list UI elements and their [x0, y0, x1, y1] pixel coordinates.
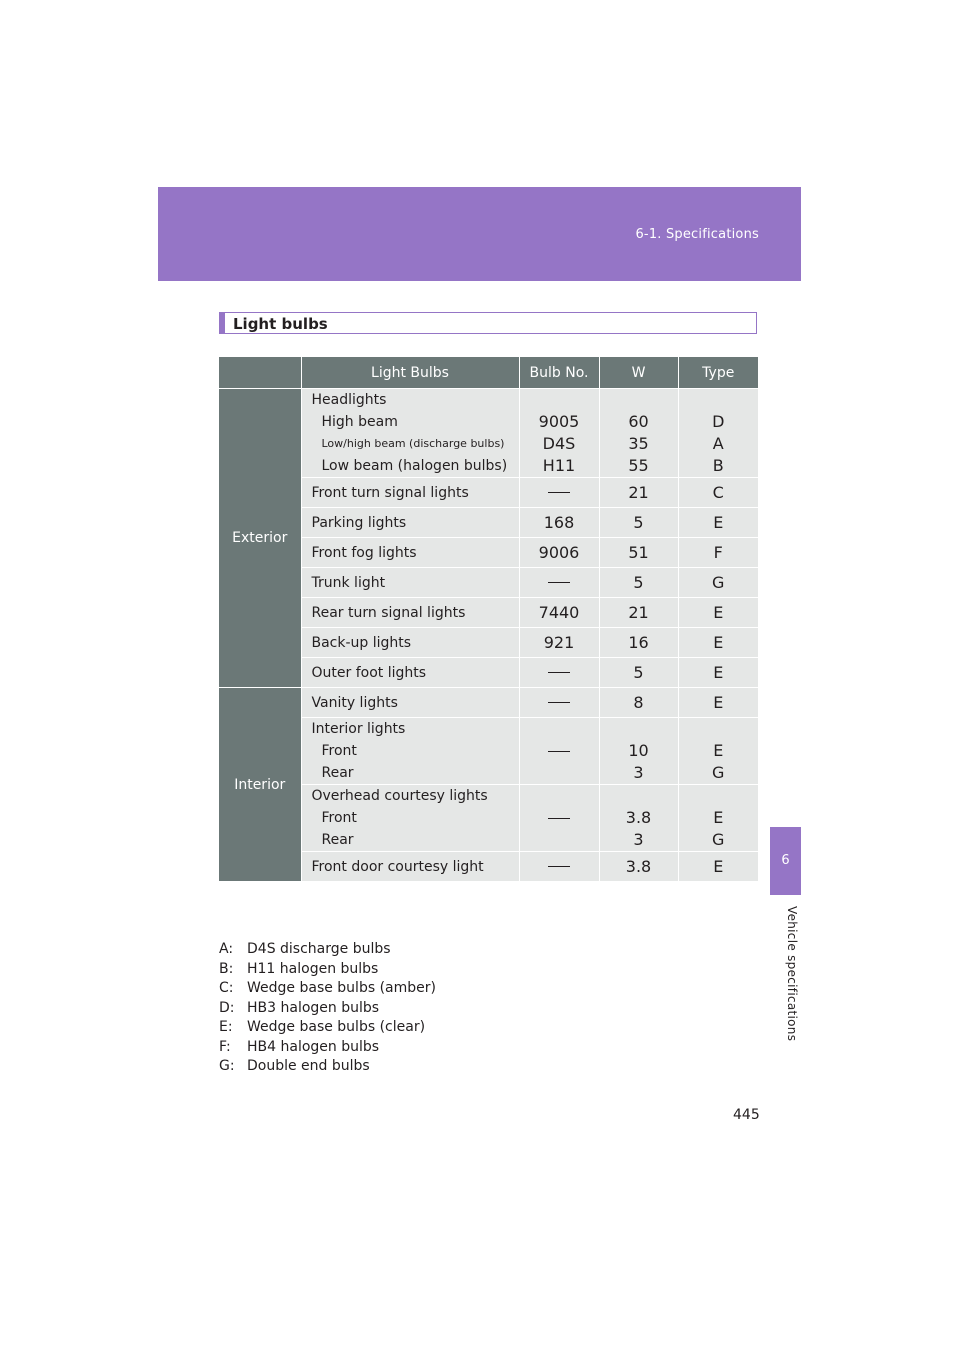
watt-value: 5: [599, 508, 678, 538]
type-value: D: [712, 412, 725, 431]
legend-text: Wedge base bulbs (amber): [247, 980, 436, 996]
overhead-label: Overhead courtesy lights: [311, 788, 488, 804]
legend-key: E:: [219, 1019, 233, 1035]
dash-placeholder: [548, 702, 570, 703]
watt-value: 8: [599, 688, 678, 718]
watt-value: 51: [599, 538, 678, 568]
bulb-type-legend: [219, 940, 436, 1077]
table-row-headlights: [219, 389, 758, 478]
legend-text: D4S discharge bulbs: [247, 941, 391, 957]
bulb-value: H11: [542, 456, 576, 475]
watt-value: 3: [633, 763, 644, 782]
dash-placeholder: [548, 672, 570, 673]
type-value: A: [712, 434, 724, 453]
table-row: [219, 688, 758, 718]
watt-value: 10: [628, 741, 649, 760]
legend-text: HB4 halogen bulbs: [247, 1038, 380, 1055]
type-value: C: [678, 478, 758, 508]
light-bulbs-table: [219, 357, 758, 882]
bulb-value: [519, 688, 599, 718]
header-type: Type: [678, 357, 758, 389]
dash-placeholder: [548, 818, 570, 819]
legend-item: [219, 1038, 436, 1058]
headlights-label: Headlights: [311, 392, 387, 408]
type-value: E: [678, 628, 758, 658]
legend-item: [219, 999, 436, 1019]
bulb-value: [519, 718, 599, 785]
header-bulb-no: Bulb No.: [519, 357, 599, 389]
legend-item: [219, 940, 436, 960]
row-label: Trunk light: [301, 568, 519, 598]
row-label: Front fog lights: [301, 538, 519, 568]
type-value: E: [678, 688, 758, 718]
legend-key: A:: [219, 941, 234, 957]
headlights-sub-halogen: Low beam (halogen bulbs): [321, 458, 508, 474]
legend-item: [219, 1018, 436, 1038]
watt-value: 35: [628, 434, 649, 453]
title-accent-bar: [220, 313, 225, 333]
headlights-cell: [301, 389, 519, 478]
section-title-box: [219, 312, 757, 334]
type-value: E: [713, 808, 724, 827]
legend-text: H11 halogen bulbs: [247, 960, 379, 977]
legend-text: HB3 halogen bulbs: [247, 999, 380, 1016]
bulb-value: [519, 658, 599, 688]
header-light-bulbs: Light Bulbs: [301, 357, 519, 389]
interior-lights-type-cell: [678, 718, 758, 785]
bulb-value: 168: [519, 508, 599, 538]
headlights-sub-discharge: Low/high beam (discharge bulbs): [321, 437, 505, 450]
watt-value: 3.8: [625, 808, 652, 827]
chapter-tab: 6: [770, 827, 801, 895]
legend-item: [219, 960, 436, 980]
type-value: E: [678, 852, 758, 882]
headlights-type-cell: [678, 389, 758, 478]
row-label: Parking lights: [301, 508, 519, 538]
legend-item: [219, 979, 436, 999]
watt-value: 16: [599, 628, 678, 658]
type-value: B: [712, 456, 724, 475]
watt-value: 5: [599, 658, 678, 688]
row-label: Outer foot lights: [301, 658, 519, 688]
interior-lights-label: Interior lights: [311, 721, 406, 737]
bulb-value: [519, 785, 599, 852]
headlights-sub-high: High beam: [321, 414, 398, 430]
overhead-sub-front: Front: [321, 810, 357, 826]
table-header-row: [219, 357, 758, 389]
overhead-type-cell: [678, 785, 758, 852]
dash-placeholder: [548, 582, 570, 583]
bulb-value: 9005: [538, 412, 580, 431]
group-interior: Interior: [219, 688, 301, 882]
legend-key: F:: [219, 1038, 231, 1055]
group-exterior: Exterior: [219, 389, 301, 688]
row-label: Rear turn signal lights: [301, 598, 519, 628]
type-value: E: [678, 598, 758, 628]
dash-placeholder: [548, 492, 570, 493]
header-watts: W: [599, 357, 678, 389]
watt-value: 21: [599, 478, 678, 508]
interior-lights-sub-front: Front: [321, 743, 357, 759]
bulb-value: [519, 852, 599, 882]
headlights-bulb-cell: [519, 389, 599, 478]
row-label: Vanity lights: [301, 688, 519, 718]
legend-key: D:: [219, 999, 235, 1016]
watt-value: 55: [628, 456, 649, 475]
type-value: F: [678, 538, 758, 568]
legend-text: Double end bulbs: [247, 1058, 370, 1074]
watt-value: 21: [599, 598, 678, 628]
row-label: Front turn signal lights: [301, 478, 519, 508]
header-band: [158, 187, 801, 281]
interior-lights-sub-rear: Rear: [321, 765, 354, 781]
legend-item: [219, 1057, 436, 1077]
bulb-value: 7440: [519, 598, 599, 628]
watt-value: 3.8: [599, 852, 678, 882]
legend-key: G:: [219, 1058, 235, 1074]
type-value: E: [678, 658, 758, 688]
bulb-value: 921: [519, 628, 599, 658]
interior-lights-watt-cell: [599, 718, 678, 785]
legend-key: B:: [219, 960, 234, 977]
legend-text: Wedge base bulbs (clear): [247, 1019, 426, 1035]
row-label: Back-up lights: [301, 628, 519, 658]
interior-lights-cell: [301, 718, 519, 785]
overhead-sub-rear: Rear: [321, 832, 354, 848]
overhead-cell: [301, 785, 519, 852]
section-label: 6-1. Specifications: [635, 227, 759, 242]
bulb-value: 9006: [519, 538, 599, 568]
type-value: E: [678, 508, 758, 538]
type-value: G: [712, 763, 725, 782]
legend-key: C:: [219, 980, 234, 996]
overhead-watt-cell: [599, 785, 678, 852]
type-value: G: [712, 830, 725, 849]
chapter-tab-label: Vehicle specifications: [785, 906, 799, 1042]
dash-placeholder: [548, 866, 570, 867]
section-title: Light bulbs: [233, 315, 328, 333]
bulb-value: [519, 478, 599, 508]
type-value: E: [713, 741, 724, 760]
headlights-watt-cell: [599, 389, 678, 478]
bulb-value: [519, 568, 599, 598]
watt-value: 3: [633, 830, 644, 849]
row-label: Front door courtesy light: [301, 852, 519, 882]
header-group: [219, 357, 301, 389]
dash-placeholder: [548, 751, 570, 752]
type-value: G: [678, 568, 758, 598]
bulb-value: D4S: [542, 434, 576, 453]
watt-value: 60: [628, 412, 649, 431]
watt-value: 5: [599, 568, 678, 598]
page-number: 445: [733, 1107, 760, 1123]
